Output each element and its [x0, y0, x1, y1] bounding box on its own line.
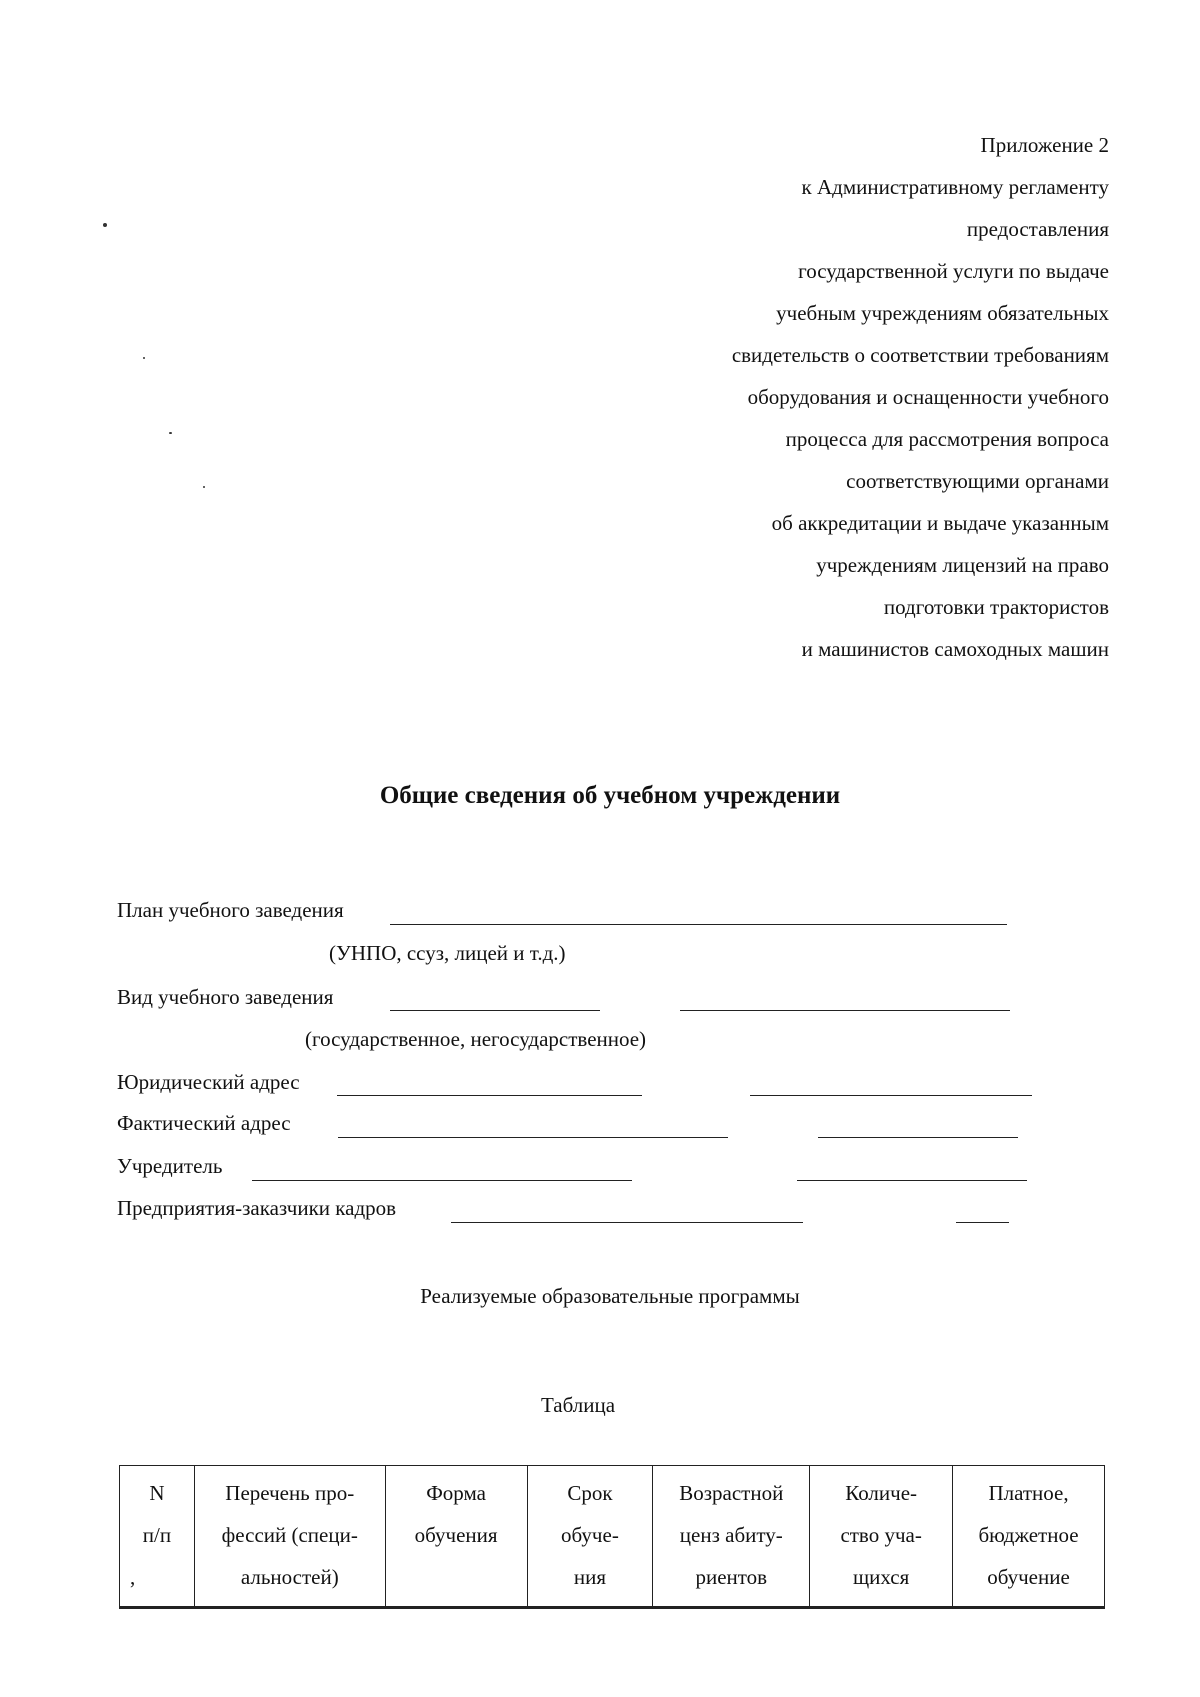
header-cell-duration — [527, 1466, 653, 1608]
appendix-header — [732, 124, 1109, 670]
header-cell-professions — [194, 1466, 385, 1608]
programs-table — [119, 1465, 1105, 1609]
header-text: п/п — [142, 1523, 172, 1547]
appendix-line: подготовки трактористов — [883, 595, 1109, 619]
header-text: альностей) — [240, 1565, 339, 1589]
scan-speck — [143, 357, 145, 359]
legal-address-line-2[interactable] — [750, 1095, 1032, 1096]
header-text: Количе- — [845, 1481, 918, 1505]
actual-address-label: Фактический адрес — [117, 1111, 291, 1135]
header-cell-count — [810, 1466, 953, 1608]
header-cell-form — [385, 1466, 527, 1608]
table-label: Таблица — [540, 1393, 616, 1417]
table-header-row — [120, 1466, 1105, 1608]
header-text: ценз абиту- — [679, 1523, 783, 1547]
type-field-line-2[interactable] — [680, 1010, 1010, 1011]
plan-label: План учебного заведения — [117, 898, 344, 922]
plan-field-line[interactable] — [390, 924, 1007, 925]
header-text: Форма — [426, 1481, 486, 1505]
appendix-line: учебным учреждениям обязательных — [776, 301, 1109, 325]
header-text: Срок — [567, 1481, 613, 1505]
scan-speck — [203, 486, 205, 488]
type-label: Вид учебного заведения — [117, 985, 334, 1009]
header-cell-age — [653, 1466, 810, 1608]
header-cell-number — [120, 1466, 195, 1608]
appendix-line: оборудования и оснащенности учебного — [747, 385, 1109, 409]
type-field-line[interactable] — [390, 1010, 600, 1011]
type-hint: (государственное, негосударственное) — [305, 1027, 647, 1051]
appendix-line: государственной услуги по выдаче — [798, 259, 1109, 283]
appendix-line: об аккредитации и выдаче указанным — [771, 511, 1109, 535]
employers-line[interactable] — [451, 1222, 803, 1223]
header-text: , — [130, 1565, 136, 1589]
appendix-line: и машинистов самоходных машин — [801, 637, 1109, 661]
appendix-line: предоставления — [966, 217, 1109, 241]
header-text: N — [149, 1481, 165, 1505]
founder-line-2[interactable] — [797, 1180, 1027, 1181]
page-title: Общие сведения об учебном учреждении — [379, 782, 841, 809]
scan-speck — [103, 223, 107, 227]
legal-address-label: Юридический адрес — [117, 1070, 300, 1094]
header-text: Возрастной — [679, 1481, 784, 1505]
legal-address-line[interactable] — [337, 1095, 642, 1096]
scan-speck — [169, 432, 172, 434]
actual-address-line-2[interactable] — [818, 1137, 1018, 1138]
appendix-line: процесса для рассмотрения вопроса — [785, 427, 1109, 451]
header-text: риентов — [695, 1565, 768, 1589]
header-text: щихся — [853, 1565, 910, 1589]
appendix-line: Приложение 2 — [980, 133, 1109, 157]
actual-address-line[interactable] — [338, 1137, 728, 1138]
header-text: ство уча- — [840, 1523, 922, 1547]
founder-label: Учредитель — [117, 1154, 223, 1178]
header-text: бюджетное — [978, 1523, 1079, 1547]
header-text: Перечень про- — [225, 1481, 355, 1505]
founder-line[interactable] — [252, 1180, 632, 1181]
plan-hint: (УНПО, ссуз, лицей и т.д.) — [329, 941, 566, 965]
employers-line-2[interactable] — [956, 1222, 1009, 1223]
header-text: фессий (специ- — [221, 1523, 358, 1547]
appendix-line: соответствующими органами — [846, 469, 1109, 493]
header-text: обучения — [414, 1523, 498, 1547]
header-text — [390, 1556, 523, 1598]
programs-heading: Реализуемые образовательные программы — [420, 1284, 800, 1308]
appendix-line: свидетельств о соответствии требованиям — [731, 343, 1109, 367]
appendix-line: к Административному регламенту — [801, 175, 1109, 199]
header-cell-payment — [953, 1466, 1105, 1608]
appendix-line: учреждениям лицензий на право — [816, 553, 1109, 577]
header-text: обучение — [987, 1565, 1070, 1589]
header-text: ния — [573, 1565, 606, 1589]
employers-label: Предприятия-заказчики кадров — [117, 1196, 397, 1220]
header-text: Платное, — [988, 1481, 1069, 1505]
header-text: обуче- — [561, 1523, 619, 1547]
